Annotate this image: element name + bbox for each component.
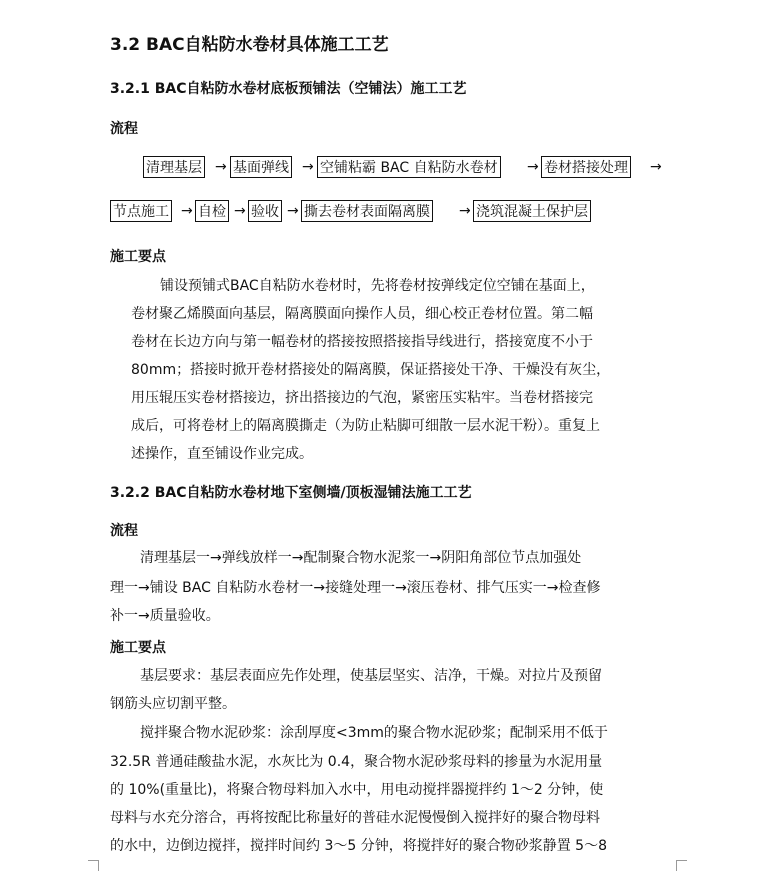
text-line: 用压辊压实卷材搭接边，挤出搭接边的气泡，紧密压实粘牢。当卷材搭接完 xyxy=(131,390,593,406)
flow-step-acceptance: 验收 xyxy=(248,200,282,222)
flow-step-peel-film: 撕去卷材表面隔离膜 xyxy=(301,200,433,222)
flow-arrow-icon: → xyxy=(302,159,314,175)
text-line: 清理基层一→弹线放样一→配制聚合物水泥浆一→阴阳角部位节点加强处 xyxy=(140,550,582,566)
text-line: 钢筋头应切割平整。 xyxy=(110,696,236,712)
text-line: 述操作，直至铺设作业完成。 xyxy=(131,446,313,462)
flow-step-overlap: 卷材搭接处理 xyxy=(541,156,631,178)
text-line: 的 10%(重量比)，将聚合物母料加入水中，用电动搅拌器搅拌约 1～2 分钟，使 xyxy=(110,782,604,798)
points-label-1: 施工要点 xyxy=(110,249,166,265)
flow-step-snap-line: 基面弹线 xyxy=(230,156,292,178)
flow-arrow-icon: → xyxy=(527,159,539,175)
section-title: 3.2 BAC自粘防水卷材具体施工工艺 xyxy=(110,35,389,55)
flow-label-1: 流程 xyxy=(110,121,138,137)
margin-corner-mark xyxy=(88,860,99,871)
text-line: 铺设预铺式BAC自粘防水卷材时，先将卷材按弹线定位空铺在基面上， xyxy=(160,278,595,294)
subsection-1-title: 3.2.1 BAC自粘防水卷材底板预铺法（空铺法）施工工艺 xyxy=(110,81,467,97)
text-line: 卷材聚乙烯膜面向基层，隔离膜面向操作人员，细心校正卷材位置。第二幅 xyxy=(131,306,593,322)
flow-label-2: 流程 xyxy=(110,523,138,539)
flow-arrow-icon: → xyxy=(215,159,227,175)
margin-corner-mark xyxy=(676,860,687,871)
flow-arrow-icon: → xyxy=(650,159,662,175)
points-label-2: 施工要点 xyxy=(110,640,166,656)
flow-step-pour-concrete: 浇筑混凝土保护层 xyxy=(473,200,591,222)
text-line: 理一→铺设 BAC 自粘防水卷材一→接缝处理一→滚压卷材、排气压实一→检查修 xyxy=(110,580,601,596)
text-line: 搅拌聚合物水泥砂浆：涂刮厚度<3mm的聚合物水泥砂浆；配制采用不低于 xyxy=(140,725,608,741)
text-line: 基层要求：基层表面应先作处理，使基层坚实、洁净，干燥。对拉片及预留 xyxy=(140,668,602,684)
flow-arrow-icon: → xyxy=(234,203,246,219)
flow-arrow-icon: → xyxy=(287,203,299,219)
subsection-2-title: 3.2.2 BAC自粘防水卷材地下室侧墙/顶板湿铺法施工工艺 xyxy=(110,485,472,501)
text-line: 补一→质量验收。 xyxy=(110,608,220,624)
text-line: 母料与水充分溶合，再将按配比称量好的普硅水泥慢慢倒入搅拌好的聚合物母料 xyxy=(110,810,600,826)
text-line: 的水中，边倒边搅拌，搅拌时间约 3～5 分钟，将搅拌好的聚合物砂浆静置 5～8 xyxy=(110,838,607,854)
flow-step-node: 节点施工 xyxy=(110,200,172,222)
flow-step-clean-base: 清理基层 xyxy=(143,156,205,178)
text-line: 80mm；搭接时掀开卷材搭接处的隔离膜，保证搭接处干净、干燥没有灰尘， xyxy=(131,362,611,378)
text-line: 成后，可将卷材上的隔离膜撕走（为防止粘脚可细散一层水泥干粉）。重复上 xyxy=(131,418,600,434)
flow-step-self-check: 自检 xyxy=(195,200,229,222)
flow-arrow-icon: → xyxy=(459,203,471,219)
text-line: 32.5R 普通硅酸盐水泥，水灰比为 0.4，聚合物水泥砂浆母料的掺量为水泥用量 xyxy=(110,754,603,770)
flow-step-lay-membrane: 空铺粘霸 BAC 自粘防水卷材 xyxy=(317,156,501,178)
text-line: 卷材在长边方向与第一幅卷材的搭接按照搭接指导线进行，搭接宽度不小于 xyxy=(131,334,593,350)
flow-arrow-icon: → xyxy=(181,203,193,219)
